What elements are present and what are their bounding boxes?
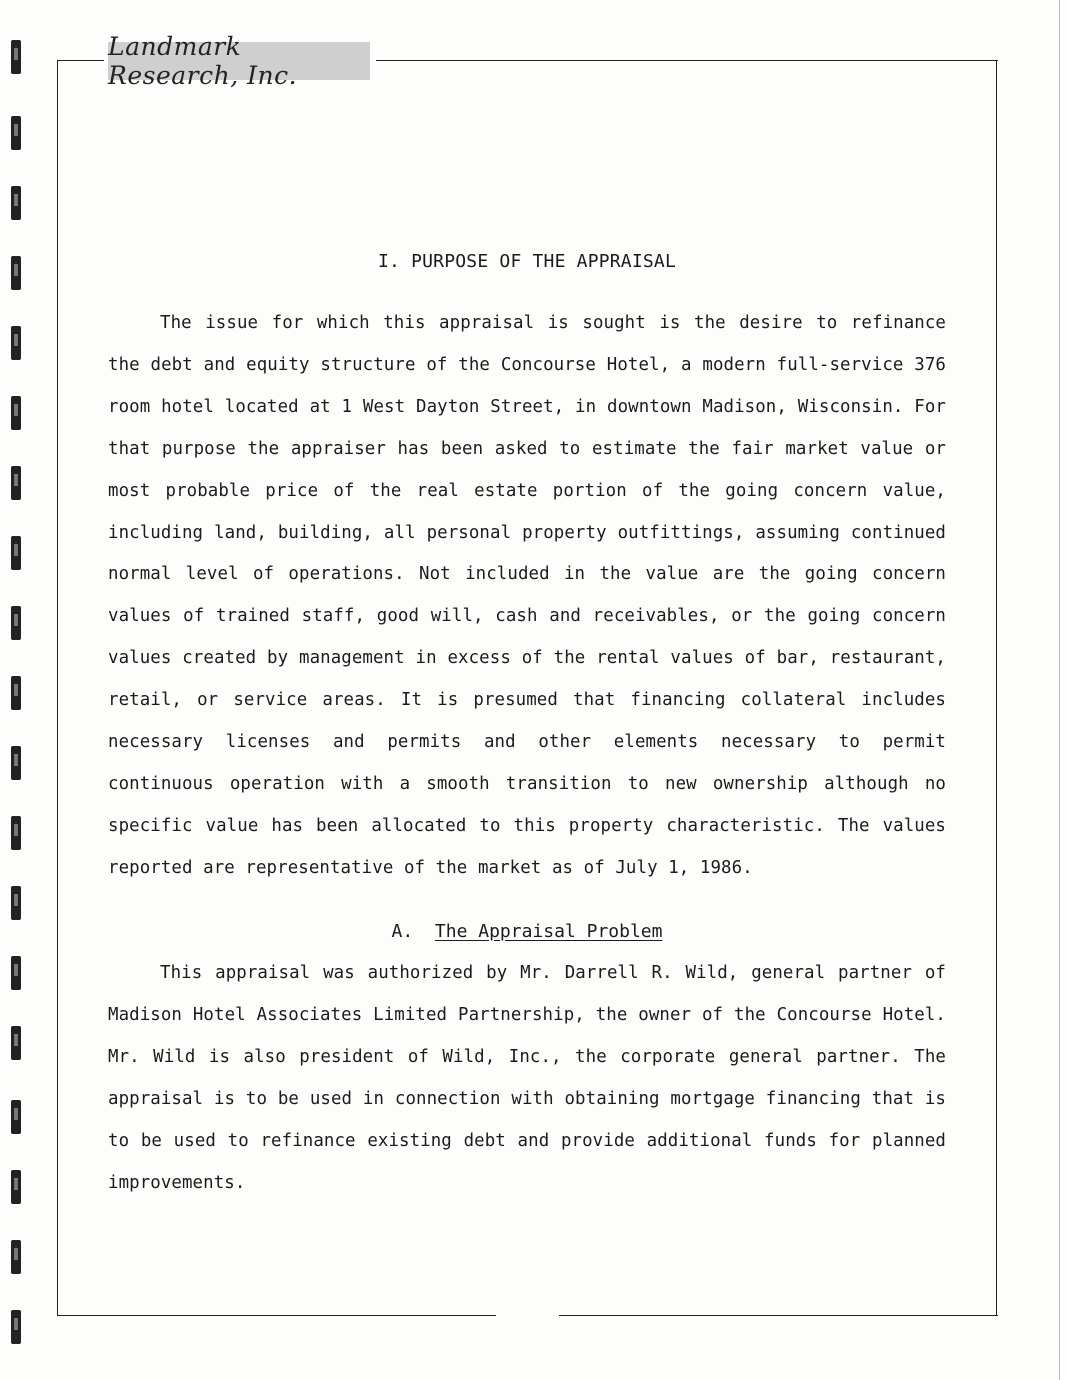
binder-hole (11, 816, 21, 850)
binder-hole (11, 326, 21, 360)
binder-hole (11, 116, 21, 150)
subsection-letter: A. (391, 921, 414, 942)
company-logo: Landmark Research, Inc. (108, 42, 370, 80)
subsection-title: The Appraisal Problem (434, 921, 663, 942)
binder-hole (11, 1240, 21, 1274)
binder-hole (11, 186, 21, 220)
frame-border-bottom-right (559, 1315, 998, 1316)
binder-hole (11, 746, 21, 780)
frame-border-left (57, 60, 58, 1316)
binder-hole (11, 1026, 21, 1060)
frame-border-top-right (376, 60, 998, 61)
appraisal-problem-paragraph (108, 953, 946, 1204)
subsection-heading (108, 921, 946, 942)
binder-hole (11, 886, 21, 920)
binder-hole (11, 1100, 21, 1134)
section-heading: I. PURPOSE OF THE APPRAISAL (378, 251, 676, 272)
binder-hole (11, 606, 21, 640)
binder-hole (11, 956, 21, 990)
binder-hole (11, 1310, 21, 1344)
frame-border-right (996, 60, 997, 1316)
binder-hole (11, 396, 21, 430)
binder-hole (11, 1170, 21, 1204)
binder-holes (11, 0, 23, 1380)
page-edge (1059, 0, 1060, 1380)
binder-hole (11, 256, 21, 290)
binder-hole (11, 40, 21, 74)
purpose-paragraph-text: The issue for which this appraisal is sought is the desire to refinance the debt and equity structure of the Concourse Hotel, a modern full-service 376 room hotel located at 1 West Dayton Street, in downtown Madison, Wisconsin. For that purpose the appraiser has been asked to estimate the fair market value or most probable price of the real estate portion of the going concern value, including land, building, all personal property outfittings, assuming continued normal level of operations. Not included in the value are the going concern values of trained staff, good will, cash and receivables, or the going concern values created by management in excess of the rental values of bar, restaurant, retail, or service areas. It is presumed that financing collateral includes necessary licenses and permits and other elements necessary to permit continuous operation with a smooth transition to new ownership although no specific value has been allocated to this property characteristic. The values reported are representative of the market as of July 1, 1986. (108, 313, 946, 878)
frame-border-top-left (57, 60, 104, 61)
binder-hole (11, 466, 21, 500)
purpose-paragraph (108, 303, 946, 890)
binder-hole (11, 676, 21, 710)
frame-border-bottom-left (57, 1315, 496, 1316)
binder-hole (11, 536, 21, 570)
appraisal-problem-paragraph-text: This appraisal was authorized by Mr. Darrell R. Wild, general partner of Madison Hotel Associates Limited Partnership, the owner of the Concourse Hotel. Mr. Wild is also president of Wild, Inc., the corporate general partner. The appraisal is to be used in connection with obtaining mortgage financing that is to be used to refinance existing debt and provide additional funds for planned improvements. (108, 963, 946, 1193)
